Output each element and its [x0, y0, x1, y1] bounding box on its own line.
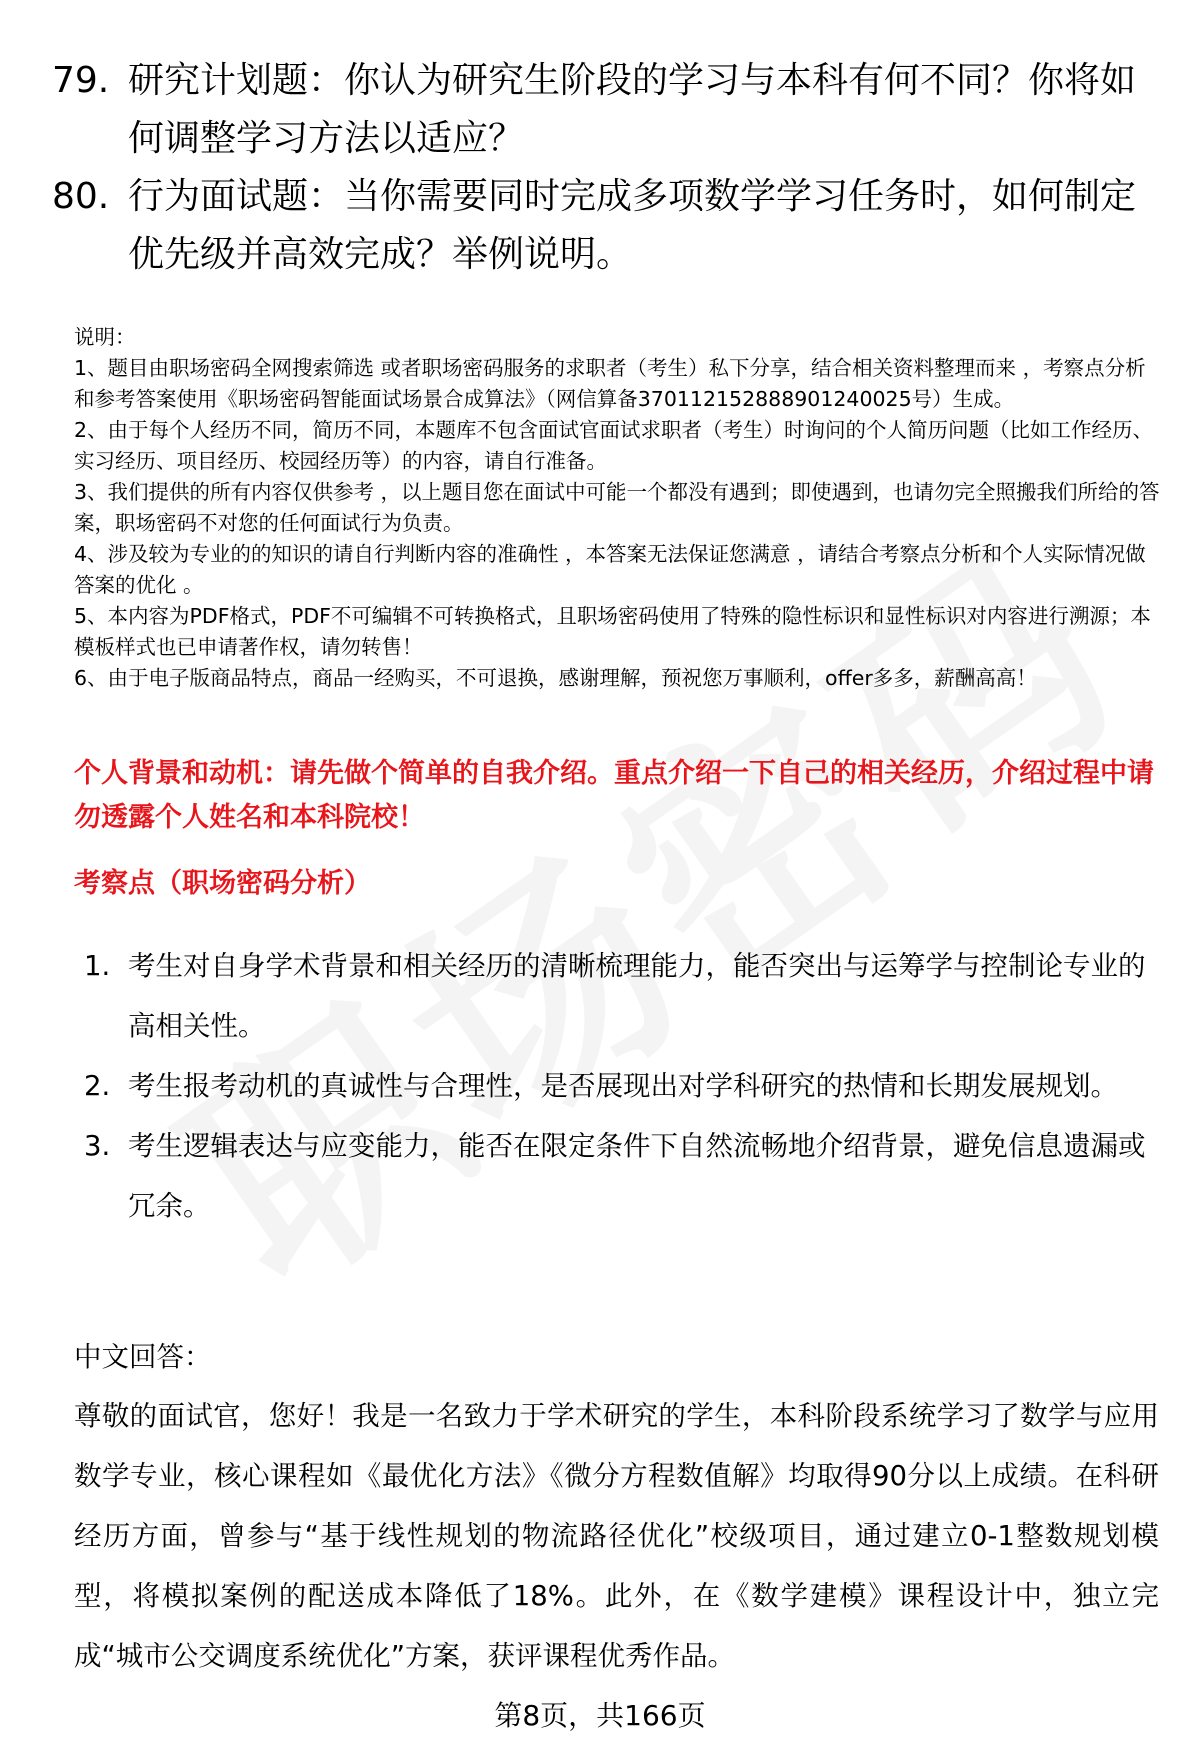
answer-text: 尊敬的面试官，您好！我是一名致力于学术研究的学生，本科阶段系统学习了数学与应用数学专业，核心课程如《最优化方法》《微分方程数值解》均取得90分以上成绩。在科研经历方面，曾参与“基于线性规划的物流路径优化”校级项目，通过建立0-1整数规划模型，将模拟案例的配送成本降低了18%。此外，在《数学建模》课程设计中，独立完成“城市公交调度系统优化”方案，获评课程优秀作品。	[74, 1400, 1159, 1672]
question-text: 研究计划题：你认为研究生阶段的学习与本科有何不同？你将如何调整学习方法以适应？	[128, 60, 1137, 159]
point-number: 1.	[84, 950, 111, 982]
answer-label: 中文回答：	[74, 1341, 212, 1373]
question-text: 行为面试题：当你需要同时完成多项数学学习任务时，如何制定优先级并高效完成？举例说明。	[128, 176, 1137, 275]
question-number: 80.	[52, 176, 110, 217]
note-item: 3、我们提供的所有内容仅供参考 ，以上题目您在面试中可能一个都没有遇到；即使遇到，也请勿完全照搬我们所给的答案，职场密码不对您的任何面试行为负责。	[74, 480, 1160, 535]
analysis-heading: 考察点（职场密码分析）	[74, 868, 371, 899]
note-item: 1、题目由职场密码全网搜索筛选 或者职场密码服务的求职者（考生）私下分享，结合相关资料整理而来 ，考察点分析和参考答案使用《职场密码智能面试场景合成算法》（网信算备370112152888901240025号）生成。	[74, 356, 1146, 411]
section-question-title: 个人背景和动机：请先做个简单的自我介绍。重点介绍一下自己的相关经历，介绍过程中请勿透露个人姓名和本科院校！	[74, 758, 1154, 833]
point-number: 3.	[84, 1130, 111, 1162]
note-item: 4、涉及较为专业的的知识的请自行判断内容的准确性 ，本答案无法保证您满意 ，请结合考察点分析和个人实际情况做答案的优化 。	[74, 542, 1146, 597]
note-item: 2、由于每个人经历不同，简历不同，本题库不包含面试官面试求职者（考生）时询问的个人简历问题（比如工作经历、实习经历、项目经历、校园经历等）的内容，请自行准备。	[74, 418, 1154, 473]
question-80	[52, 168, 1152, 284]
point-text: 考生报考动机的真诚性与合理性，是否展现出对学科研究的热情和长期发展规划。	[128, 1070, 1118, 1102]
page-footer: 第8页，共166页	[494, 1699, 706, 1732]
analysis-point	[84, 1056, 1164, 1116]
note-item: 6、由于电子版商品特点，商品一经购买，不可退换，感谢理解，预祝您万事顺利，offer多多，薪酬高高！	[74, 666, 1037, 690]
point-number: 2.	[84, 1070, 111, 1102]
point-text: 考生逻辑表达与应变能力，能否在限定条件下自然流畅地介绍背景，避免信息遗漏或冗余。	[128, 1130, 1146, 1222]
notes-block	[74, 322, 1164, 694]
note-item: 5、本内容为PDF格式，PDF不可编辑不可转换格式，且职场密码使用了特殊的隐性标识和显性标识对内容进行溯源；本模板样式也已申请著作权，请勿转售！	[74, 604, 1151, 659]
analysis-points-list	[84, 936, 1164, 1236]
question-79	[52, 52, 1152, 168]
analysis-point	[84, 936, 1164, 1056]
question-number: 79.	[52, 60, 110, 101]
analysis-point	[84, 1116, 1164, 1236]
point-text: 考生对自身学术背景和相关经历的清晰梳理能力，能否突出与运筹学与控制论专业的高相关性。	[128, 950, 1146, 1042]
notes-heading: 说明：	[74, 325, 136, 349]
